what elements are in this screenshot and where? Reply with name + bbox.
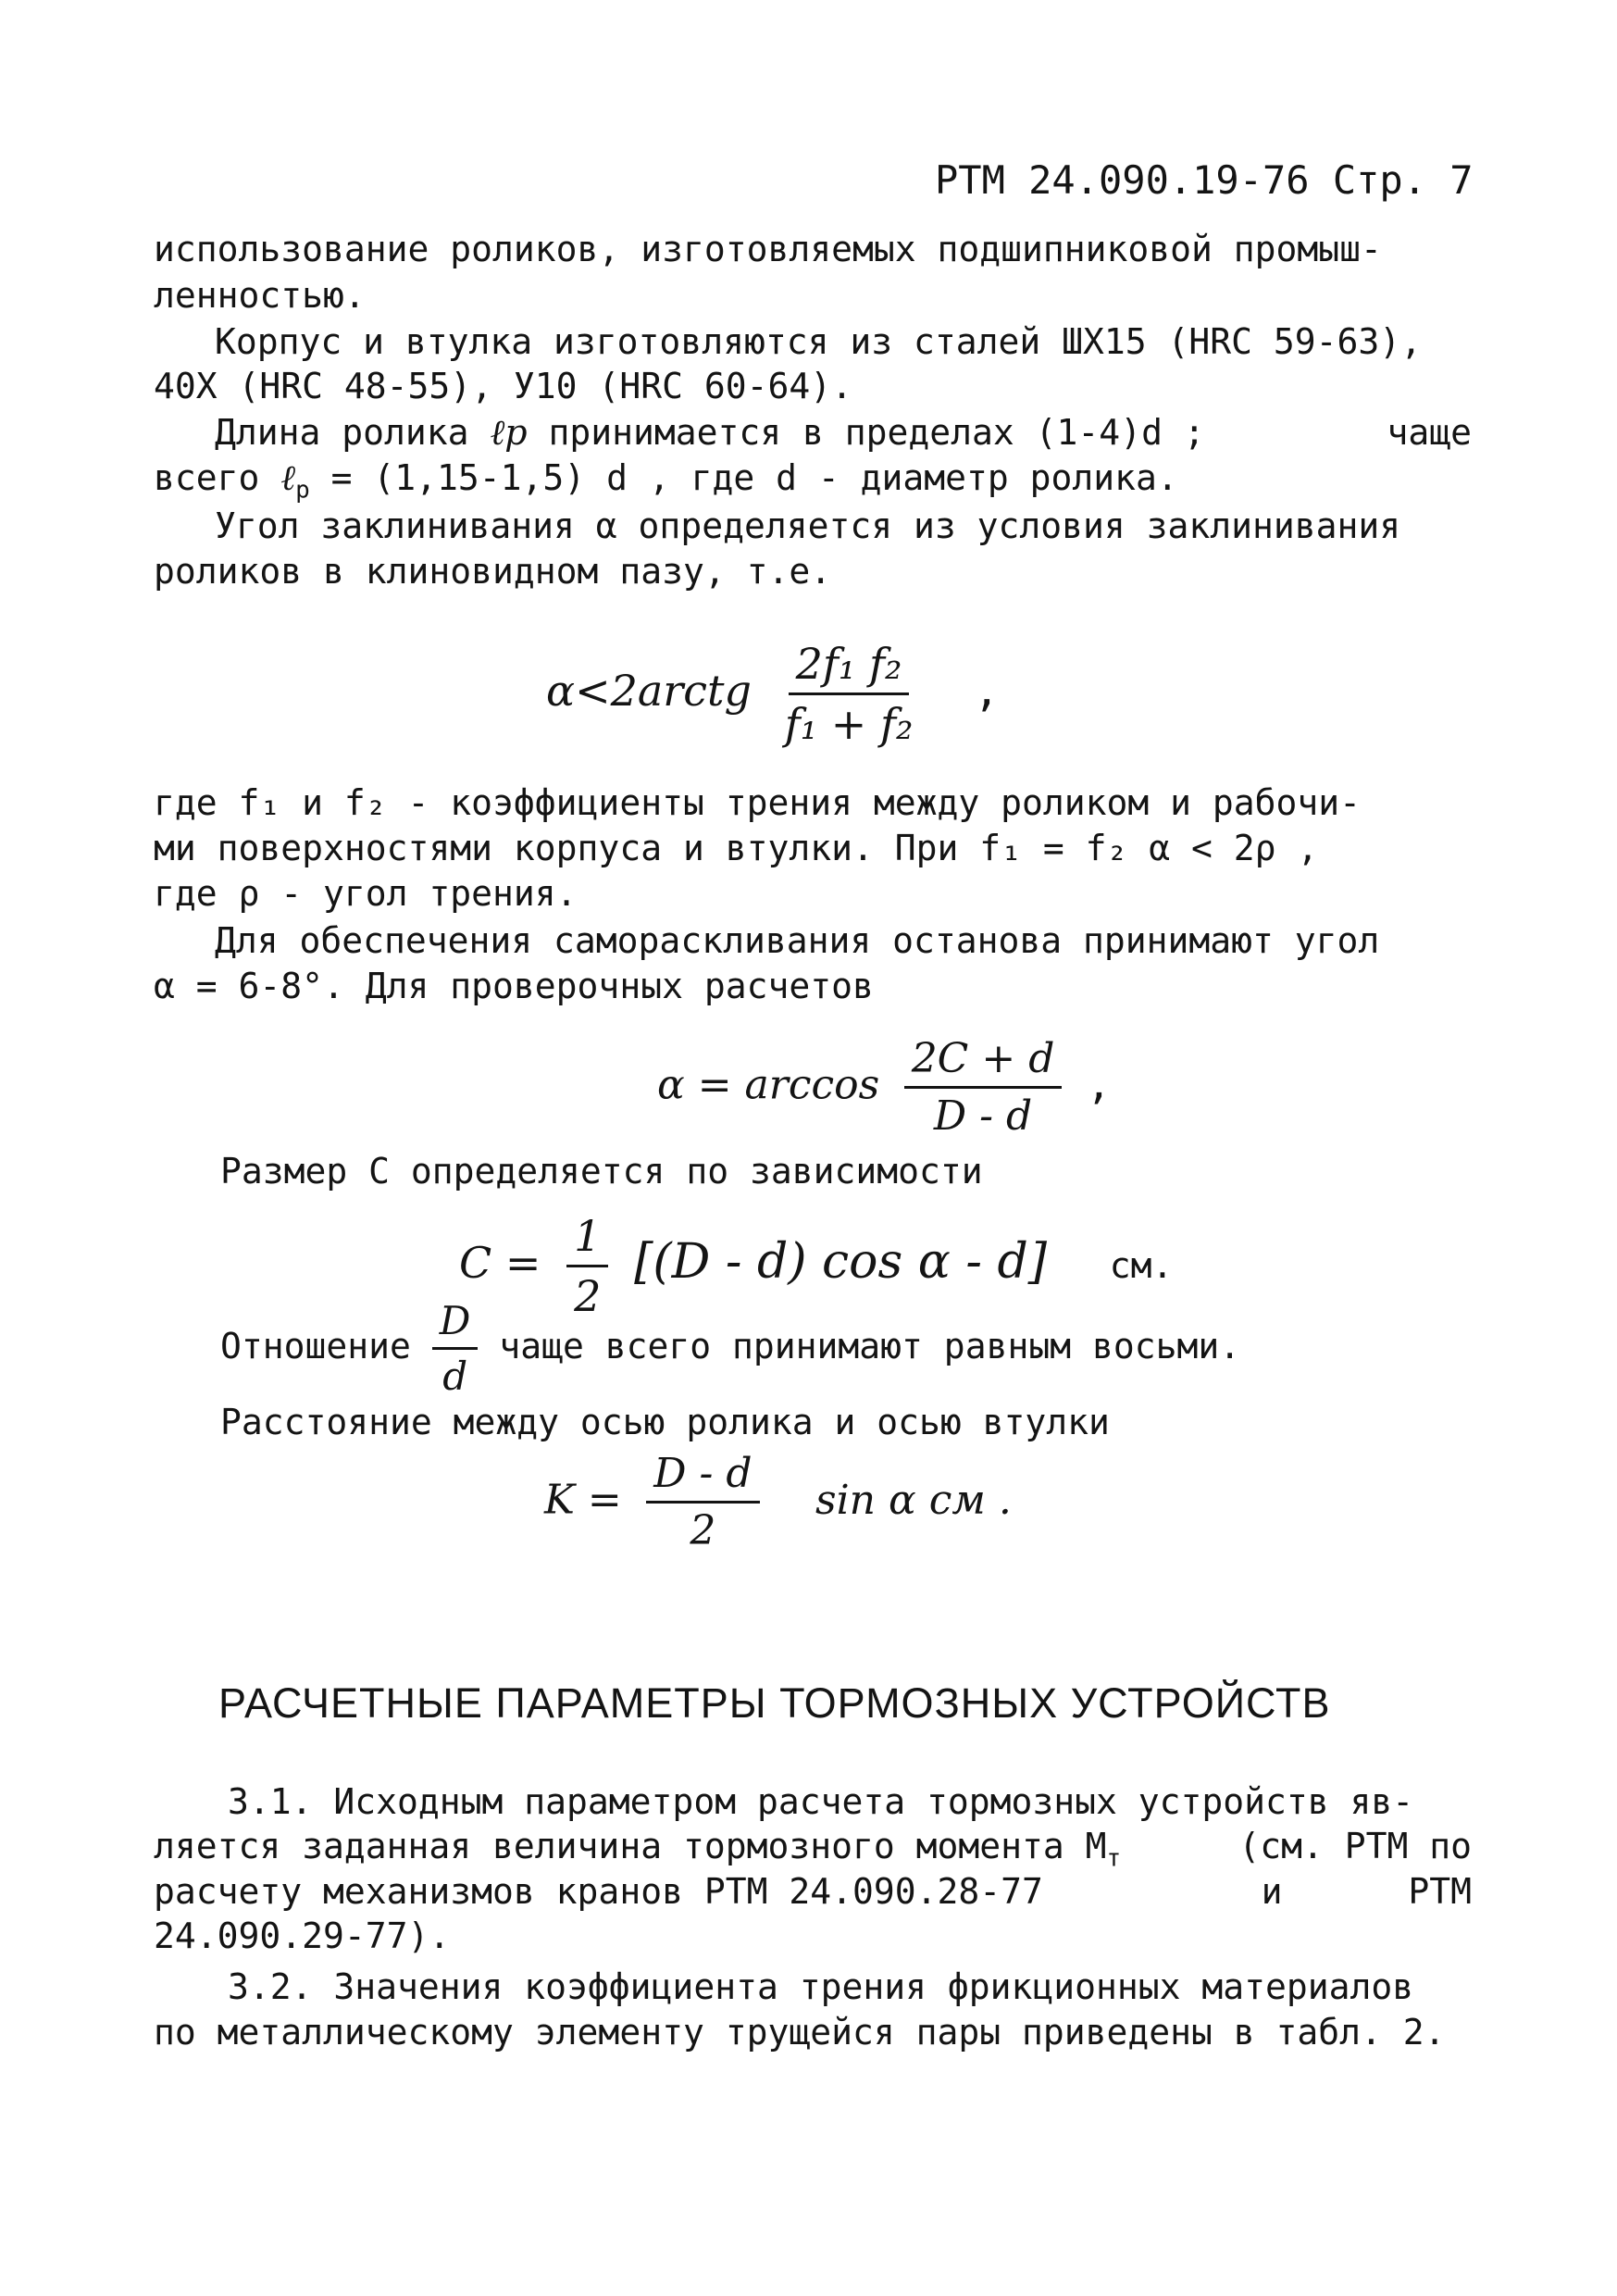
text-run: РТМ	[1408, 1871, 1472, 1912]
paragraph-line: роликов в клиновидном пазу, т.е.	[154, 551, 832, 592]
paragraph-line	[215, 412, 1472, 453]
paragraph-line: α = 6-8°. Для проверочных расчетов	[154, 966, 874, 1006]
formula-numerator: 2C + d	[904, 1035, 1063, 1089]
paragraph-line: 24.090.29-77).	[154, 1915, 451, 1956]
formula-dimension-c: C = $\frac{1}{2}$ [(D - d) cos α - d] см.	[459, 1211, 1174, 1321]
paragraph-line: ленностью.	[154, 275, 366, 316]
page-header: РТМ 24.090.19-76 Стр. 7	[935, 157, 1474, 203]
ratio-denominator: d	[442, 1354, 468, 1399]
formula-denominator: 2	[690, 1507, 716, 1554]
paragraph-line: Корпус и втулка изготовляются из сталей ШХ15 (HRC 59-63),	[215, 321, 1423, 362]
paragraph-line	[215, 505, 1472, 546]
text-run: использование роликов, изготовляемых подшипниковой промыш-	[154, 229, 1382, 269]
paragraph-line: Расстояние между осью ролика и осью втулки	[220, 1402, 1110, 1442]
ratio-paragraph: Отношение $\frac{D}{d}$ чаще всего принимают равным восьми.	[220, 1298, 1241, 1399]
text-run: где f₁ и f₂ - коэффициенты трения между роликом и рабочи-	[154, 782, 1362, 823]
formula-axis-distance: K = $\frac{D - d}{2}$ sin α см .	[544, 1450, 1012, 1554]
paragraph-line	[154, 782, 1472, 823]
paragraph-line	[154, 1871, 1472, 1912]
formula-wedge-angle: α<2arctg $\frac{\text{2f₁ f₂}}{\text{f₁ + f₂}}$ ,	[546, 639, 1000, 749]
text-run: и	[1261, 1871, 1283, 1912]
formula-denominator: 2	[574, 1271, 602, 1321]
text-run: ляется заданная величина тормозного момента $M_т$	[154, 1826, 1122, 1873]
paragraph-line: Размер С определяется по зависимости	[220, 1151, 983, 1192]
paragraph-line	[215, 920, 1472, 961]
formula-numerator: D - d	[646, 1450, 759, 1504]
section-title: РАСЧЕТНЫЕ ПАРАМЕТРЫ ТОРМОЗНЫХ УСТРОЙСТВ	[218, 1679, 1331, 1727]
paragraph-line	[154, 231, 1472, 267]
text-run: чаще	[1387, 412, 1472, 453]
text-run: расчету механизмов кранов РТМ 24.090.28-77	[154, 1871, 1043, 1912]
formula-denominator: D - d	[933, 1092, 1033, 1140]
paragraph-line	[228, 1966, 1472, 2007]
roller-length-symbol: ℓ	[280, 457, 296, 498]
paragraph-line: где ρ - угол трения.	[154, 873, 578, 914]
formula-numerator: 2f₁ f₂	[789, 639, 910, 695]
paragraph-line	[154, 1828, 1472, 1871]
text-run: Угол заклинивания α определяется из условия заклинивания	[215, 505, 1401, 546]
formula-numerator: 1	[566, 1211, 608, 1267]
text-run: Для обеспечения самораскливания останова принимают угол	[215, 920, 1380, 961]
formula-arccos: α = arccos $\frac{2C + d}{D - d}$ ,	[657, 1035, 1112, 1140]
text-run: 3.2. Значения коэффициента трения фрикционных материалов	[228, 1966, 1414, 2007]
paragraph-line: 40X (HRC 48-55), У10 (HRC 60-64).	[154, 366, 852, 406]
roller-length-symbol: ℓp	[490, 412, 528, 453]
text-run: 3.1. Исходным параметром расчета тормозных устройств яв-	[228, 1781, 1414, 1822]
paragraph-line: по металлическому элементу трущейся пары приведены в табл. 2.	[154, 2012, 1446, 2053]
paragraph-line: ми поверхностями корпуса и втулки. При f₁ = f₂ α < 2ρ ,	[154, 828, 1319, 868]
ratio-numerator: D	[432, 1298, 479, 1350]
text-run: Длина ролика ℓp принимается в пределах (1-4)d ;	[215, 412, 1205, 453]
paragraph-line	[228, 1781, 1472, 1822]
formula-denominator: f₁ + f₂	[784, 699, 914, 749]
paragraph-line: всего ℓ$_р$ = (1,15-1,5) d , где d - диаметр ролика.	[154, 457, 1178, 505]
text-run: (см. РТМ по	[1238, 1826, 1472, 1866]
